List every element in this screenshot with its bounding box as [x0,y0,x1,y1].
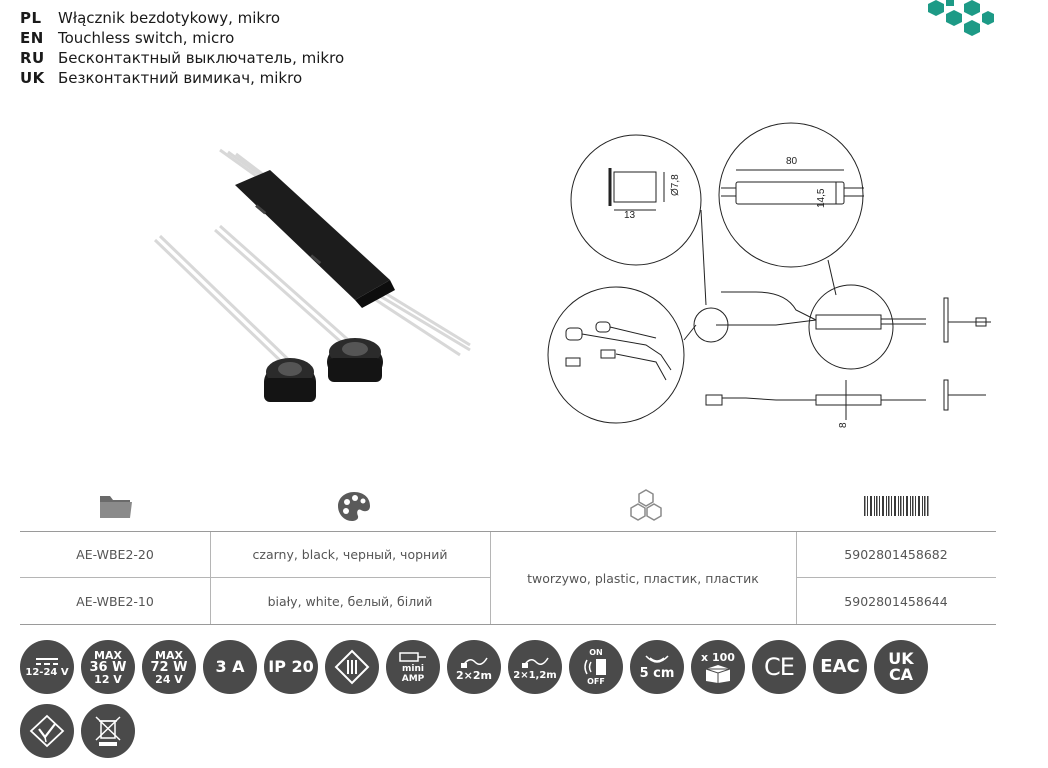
title-row-en [20,28,344,48]
cable-icon [459,654,489,670]
dc-icon [34,657,60,667]
crossed-bin-icon [90,713,126,749]
table-cell-color: biały, white, белый, білий [267,593,433,609]
title-block [20,8,344,88]
cable-length-badge: 2×2m [447,640,501,694]
table-cell-material: tworzywo, plastic, пластик, пластик [527,570,759,586]
dim-thickness: 8 [838,422,849,428]
door-sensor-icon [579,657,613,677]
ce-mark-badge: CE [752,640,806,694]
pack-quantity-badge: x 100 [691,640,745,694]
barcode-icon [862,486,932,526]
distance-badge: 5 cm [630,640,684,694]
title-text: Touchless switch, micro [58,29,235,47]
table-cell-code: AE-WBE2-20 [76,547,154,562]
product-photo [140,140,480,430]
palette-icon [334,486,374,526]
lang-code: UK [20,69,45,87]
table-cell-ean: 5902801458682 [844,547,948,562]
mini-amp-badge: mini AMP [386,640,440,694]
detail-sensor-circle [571,135,701,265]
max-36w-badge: MAX 36 W 12 V [81,640,135,694]
box-icon [703,663,733,683]
title-text: Włącznik bezdotykowy, mikro [58,9,281,27]
weee-badge [81,704,135,758]
wave-icon [642,655,672,667]
connector-icon [398,650,428,664]
ukca-mark-badge: UK CA [874,640,928,694]
furniture-mark-badge [20,704,74,758]
max-72w-badge: MAX 72 W 24 V [142,640,196,694]
detail-connector-circle [548,287,684,423]
lang-code: EN [20,29,44,47]
eac-mark-badge: EAC [813,640,867,694]
table-cell-code: AE-WBE2-10 [76,593,154,609]
class-iii-badge [325,640,379,694]
title-text: Безконтактний вимикач, mikro [58,69,303,87]
voltage-badge: 12-24 V [20,640,74,694]
lang-code: RU [20,49,45,67]
on-off-badge: ON OFF [569,640,623,694]
brand-logo [924,0,994,42]
lang-code: PL [20,9,42,27]
detail-body-circle [719,123,863,267]
class-iii-icon [332,647,372,687]
cable-length-badge: 2×1,2m [508,640,562,694]
ip-rating-badge: IP 20 [264,640,318,694]
dim-sensor-length: 13 [624,210,636,221]
title-row-ru [20,48,344,68]
technical-drawing [546,110,1006,440]
title-row-uk [20,68,344,88]
title-row-pl [20,8,344,28]
dim-length: 80 [786,156,798,167]
folder-icon [96,486,136,526]
title-text: Бесконтактный выключатель, mikro [58,49,345,67]
variants-table [20,531,996,625]
dim-diameter: Ø7,8 [670,174,681,196]
cubes-icon [626,486,666,526]
table-cell-color: czarny, black, черный, чорний [252,547,448,562]
dim-height: 14,5 [816,188,827,208]
current-badge: 3 A [203,640,257,694]
table-cell-ean: 5902801458644 [844,593,948,609]
cable-icon [520,654,550,670]
furniture-mark-icon [27,711,67,751]
